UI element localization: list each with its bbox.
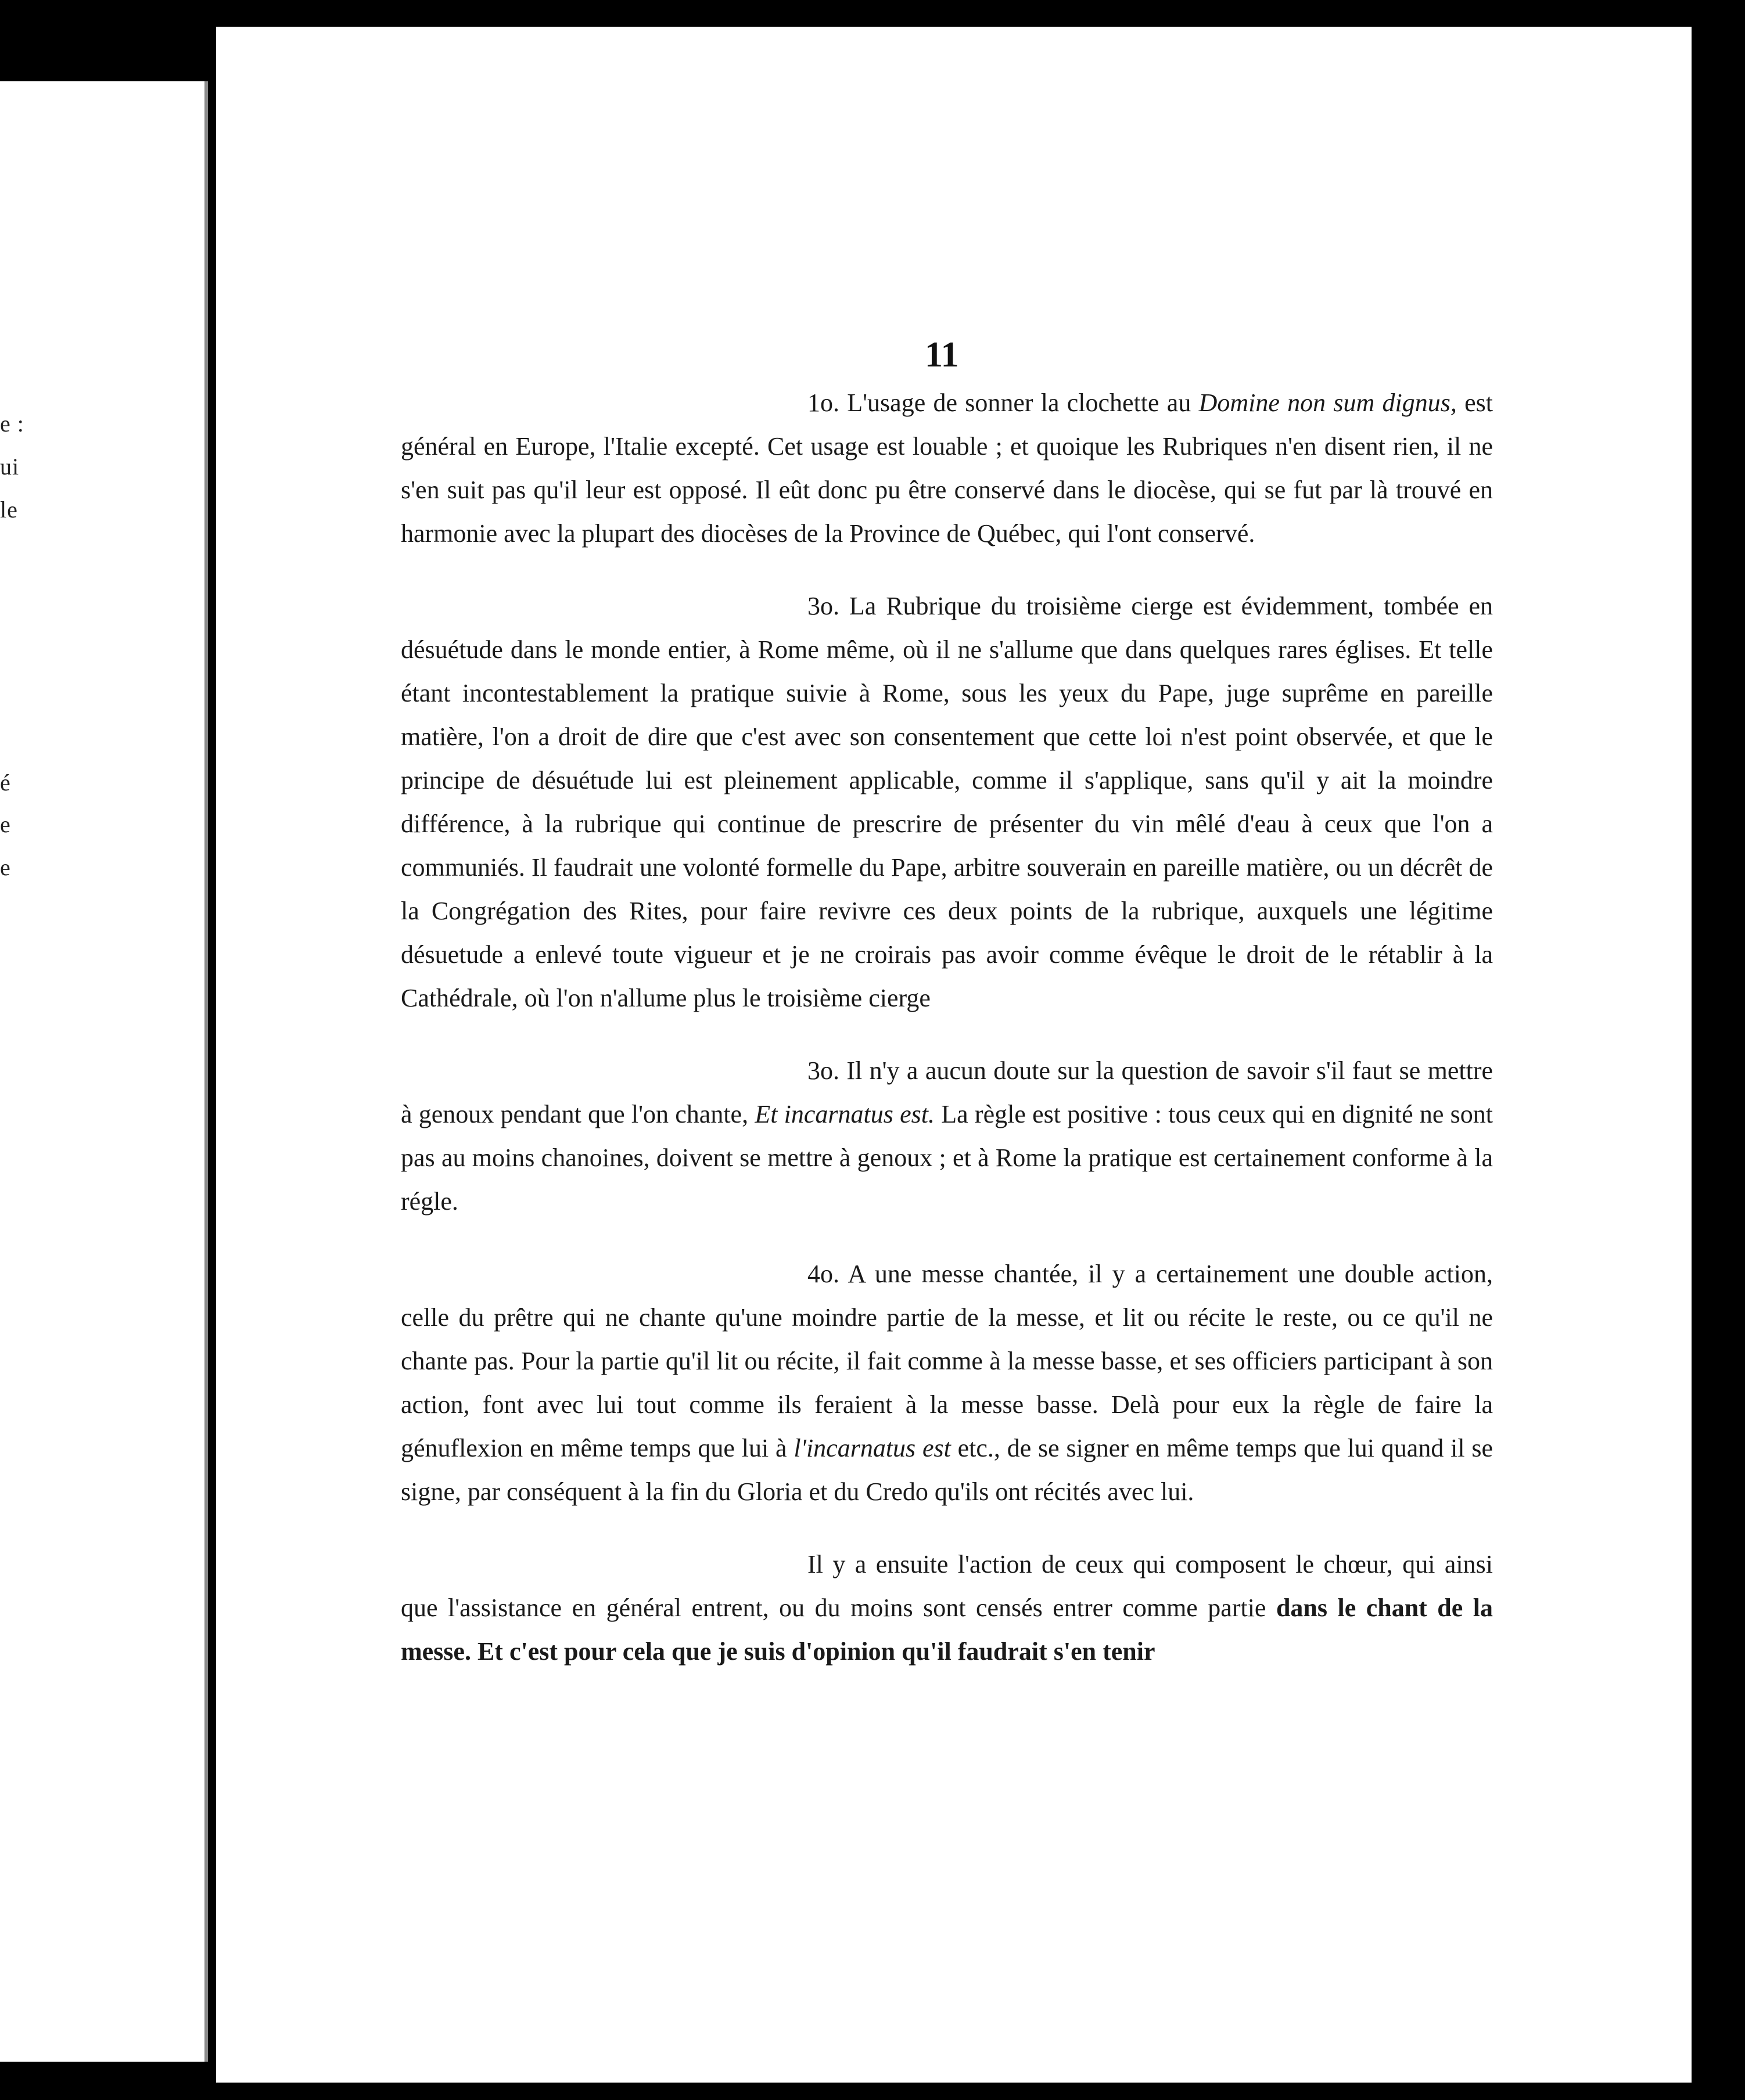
margin-fragment: e bbox=[0, 854, 11, 880]
paragraph-1-lead: 1o. L'usage de sonner la clochette au bbox=[807, 389, 1199, 417]
paragraph-5-bold: dans le chant de la messe. Et c'est pour cela que je suis d'opinion qu'il faudrait s'en tenir bbox=[401, 1594, 1493, 1666]
margin-fragment: é bbox=[0, 769, 11, 796]
paragraph-1-italic: Domine non sum dignus, bbox=[1198, 389, 1457, 417]
margin-fragment: le bbox=[0, 497, 18, 523]
paragraph-5-lead: Il y a ensuite l'action de ceux qui composent le chœur, qui ainsi que l'assistance en général entrent, ou du moins sont censés entrer comme partie bbox=[401, 1550, 1493, 1622]
paragraph-4-rest: etc., de se signer en même temps que lui quand il se signe, par conséquent à la fin du Gloria et du Credo qu'ils ont récités avec lui. bbox=[401, 1434, 1493, 1506]
paragraph-3-lead: 3o. Il n'y a aucun doute sur la question de savoir s'il faut se mettre à genoux pendant que l'on chante, bbox=[401, 1056, 1493, 1128]
paragraph-3 bbox=[401, 1049, 1493, 1223]
paragraph-3-rest: La règle est positive : tous ceux qui en dignité ne sont pas au moins chanoines, doivent se mettre à genoux ; et à Rome la pratique est certainement conforme à la régle. bbox=[401, 1100, 1493, 1216]
margin-fragment: ui bbox=[0, 454, 20, 480]
paragraph-1 bbox=[401, 381, 1493, 555]
document-page bbox=[216, 27, 1692, 2083]
previous-page-edge bbox=[0, 81, 208, 2062]
page-number: 11 bbox=[925, 335, 959, 375]
paragraph-4-lead: 4o. A une messe chantée, il y a certainement une double action, celle du prêtre qui ne chante qu'une moindre partie de la messe, et lit ou récite le reste, ou ce qu'il ne chante pas. Pour la partie qu'il lit ou récite, il fait comme à la messe basse, et ses officiers participant à son action, font avec lui tout comme ils feraient à la messe basse. Delà pour eux la règle de faire la génuflexion en même temps que lui à bbox=[401, 1260, 1493, 1462]
paragraph-3-italic: Et incarnatus est. bbox=[755, 1100, 935, 1128]
body-text bbox=[401, 381, 1493, 1673]
paragraph-2: 3o. La Rubrique du troisième cierge est évidemment, tombée en désuétude dans le monde entier, à Rome même, où il ne s'allume que dans quelques rares églises. Et telle étant incontestablement la pratique suivie à Rome, sous les yeux du Pape, juge suprême en pareille matière, l'on a droit de dire que c'est avec son consentement que cette loi n'est point observée, et que le principe de désuétude lui est pleinement applicable, comme il s'applique, sans qu'il y ait la moindre différence, à la rubrique qui continue de prescrire de présenter du vin mêlé d'eau à ceux que l'on a communiés. Il faudrait une volonté formelle du Pape, arbitre souverain en pareille matière, ou un décrêt de la Congrégation des Rites, pour faire revivre ces deux points de la rubrique, auxquels une légitime désuetude a enlevé toute vigueur et je ne croirais pas avoir comme évêque le droit de le rétablir à la Cathédrale, où l'on n'allume plus le troisième cierge bbox=[401, 592, 1493, 1012]
margin-fragment: e : bbox=[0, 411, 24, 437]
paragraph-1-rest: est général en Europe, l'Italie excepté. Cet usage est louable ; et quoique les Rubriques n'en disent rien, il ne s'en suit pas qu'il leur est opposé. Il eût donc pu être conservé dans le diocèse, qui se fut par là trouvé en harmonie avec la plupart des diocèses de la Province de Québec, qui l'ont conservé. bbox=[401, 389, 1493, 548]
paragraph-4-italic: l'incarnatus est bbox=[793, 1434, 951, 1462]
paragraph-4 bbox=[401, 1252, 1493, 1513]
margin-fragment: e bbox=[0, 811, 11, 837]
paragraph-5 bbox=[401, 1542, 1493, 1673]
